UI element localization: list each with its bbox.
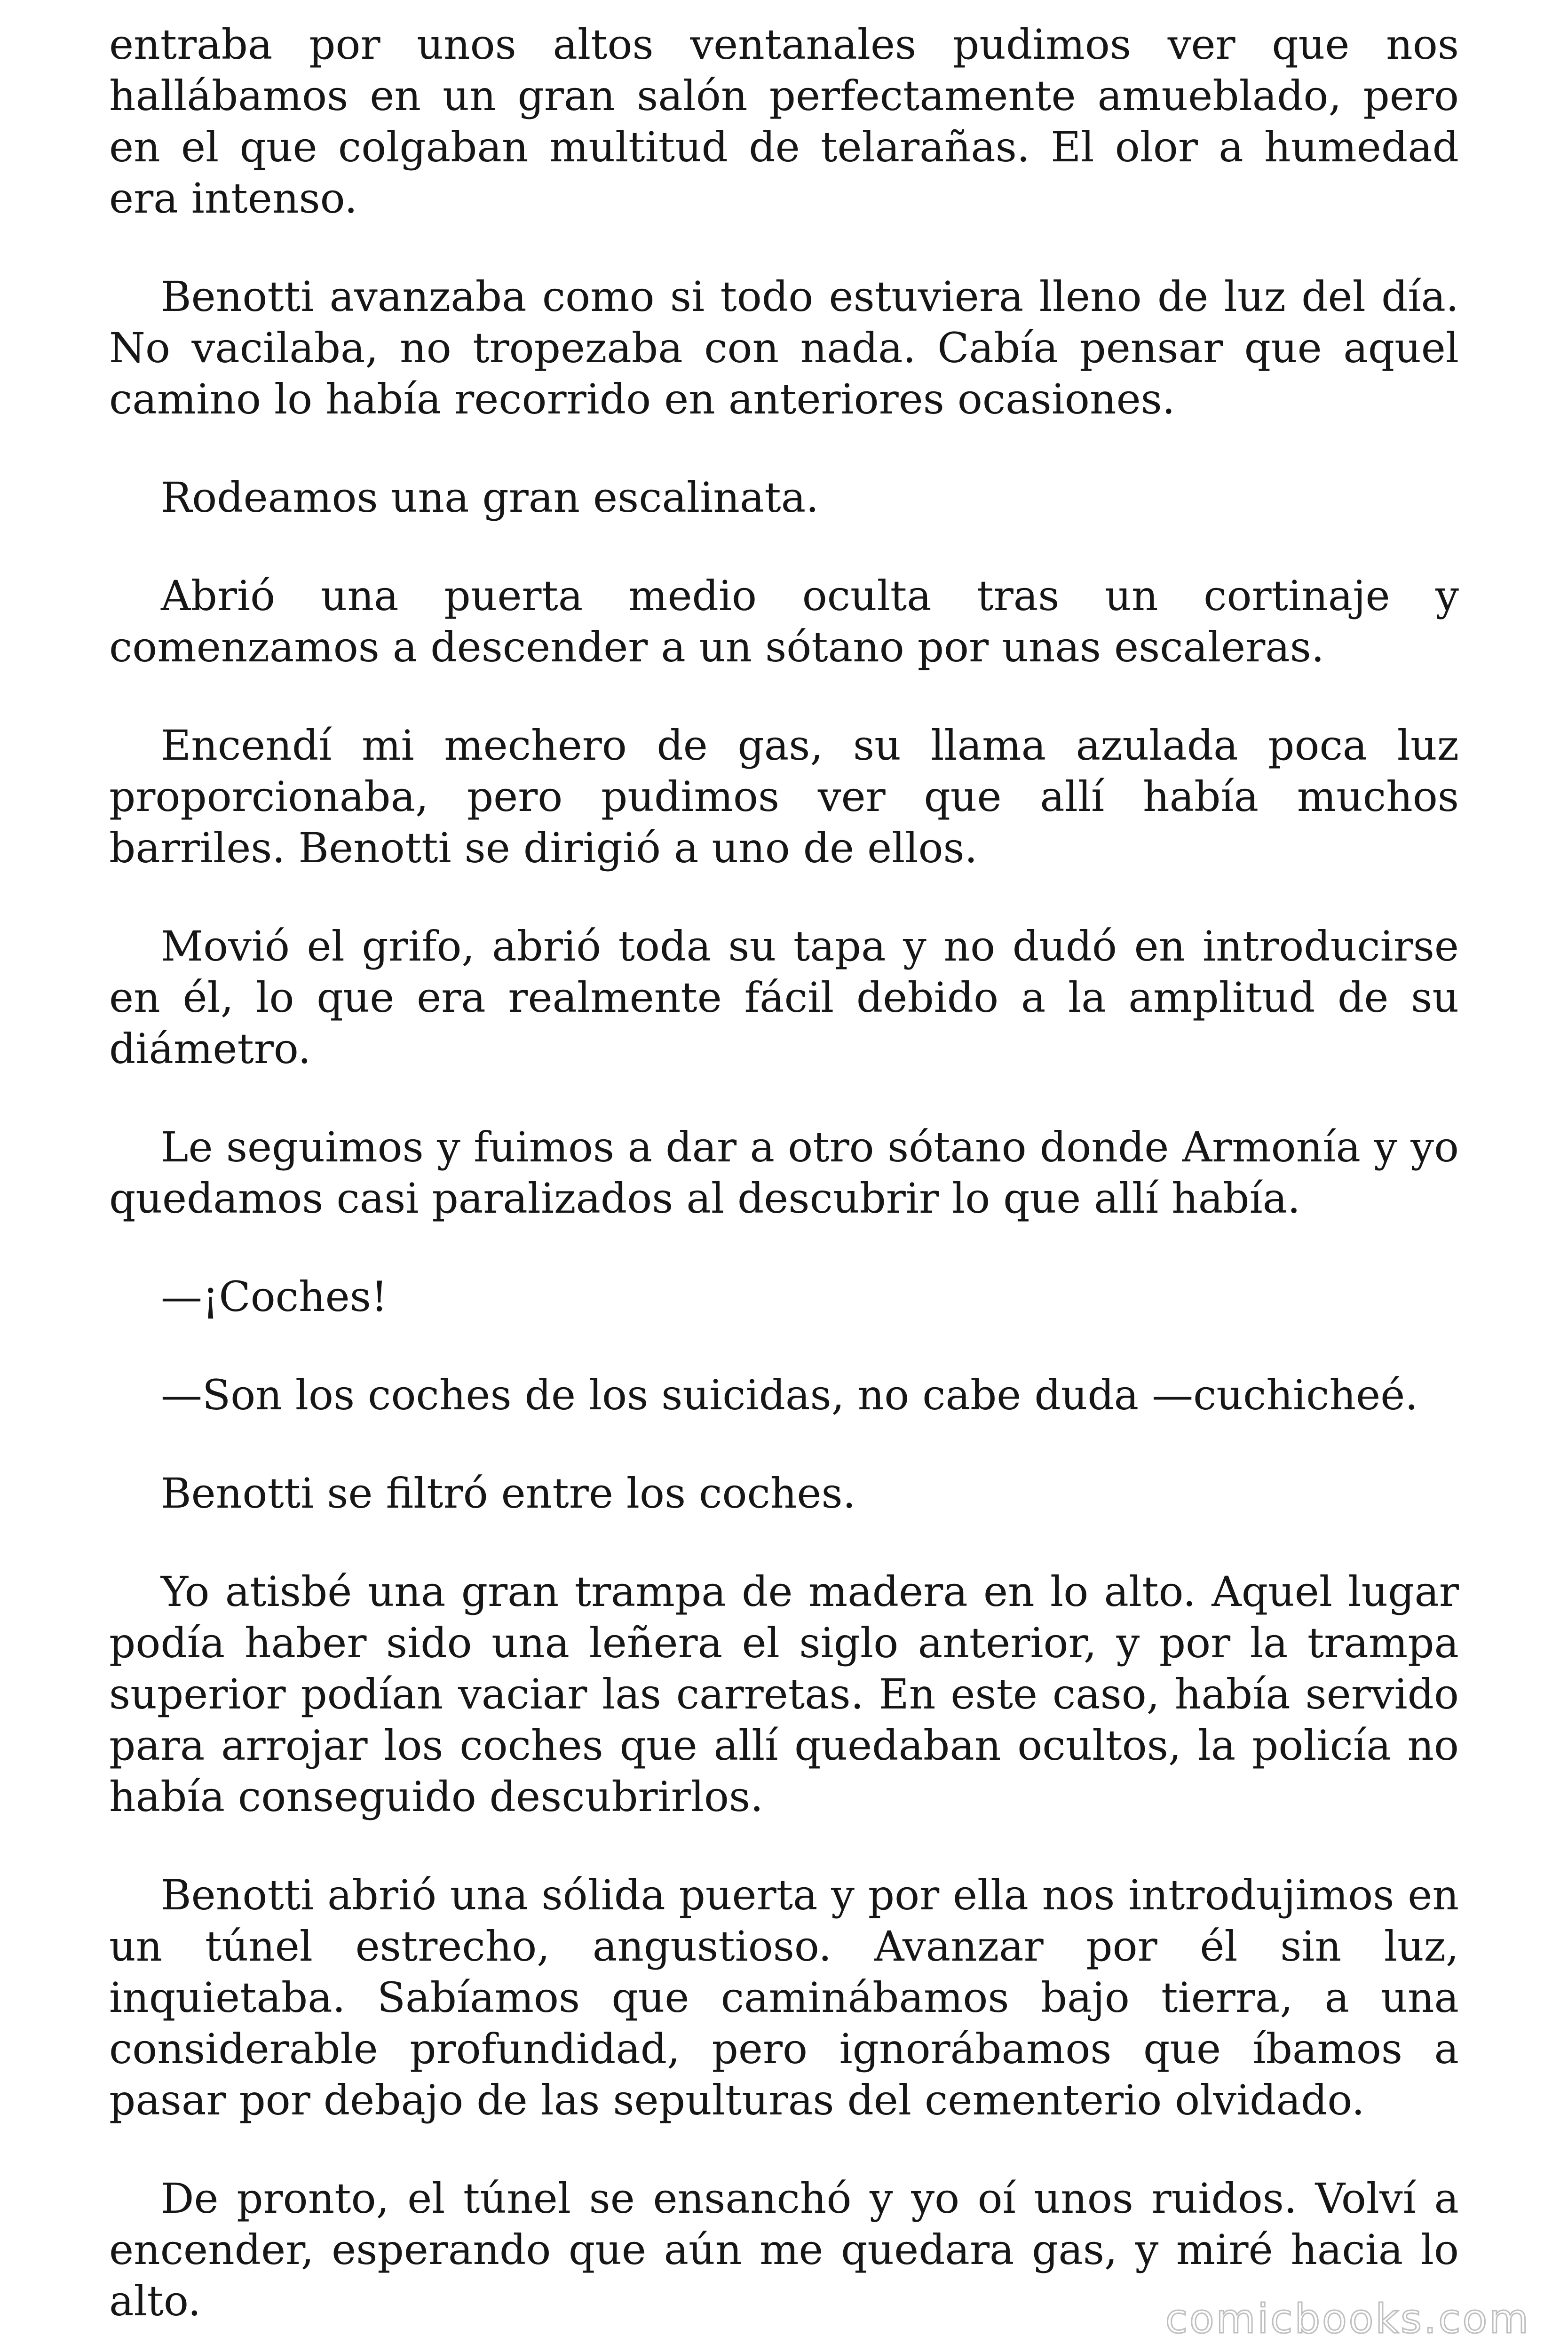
paragraph: Yo atisbé una gran trampa de madera en lo alto. Aquel lugar podía haber sido una leñera el siglo anterior, y por la trampa superior podían vaciar las carretas. En este caso, había servido para arrojar los coches que allí quedaban ocultos, la policía no había conseguido descubrirlos. [109,1567,1459,1821]
paragraph-continued: entraba por unos altos ventanales pudimos ver que nos hallábamos en un gran salón perfectamente amueblado, pero en el que colgaban multitud de telarañas. El olor a humedad era intenso. [109,20,1459,222]
paragraph: De pronto, el túnel se ensanchó y yo oí unos ruidos. Volví a encender, esperando que aún me quedara gas, y miré hacia lo alto. [109,2174,1459,2325]
dialogue-line: —Son los coches de los suicidas, no cabe duda —cuchicheé. [161,1371,1418,1419]
paragraph: Rodeamos una gran escalinata. [161,473,819,522]
paragraph: Encendí mi mechero de gas, su llama azulada poca luz proporcionaba, pero pudimos ver que allí había muchos barriles. Benotti se dirigió a uno de ellos. [109,721,1459,872]
watermark: comicbooks.com [1165,2296,1530,2343]
book-page-text [109,19,1459,2352]
paragraph: Benotti se filtró entre los coches. [161,1469,856,1518]
paragraph: Benotti abrió una sólida puerta y por ella nos introdujimos en un túnel estrecho, angustioso. Avanzar por él sin luz, inquietaba. Sabíamos que caminábamos bajo tierra, a una considerable profundidad, pero ignorábamos que íbamos a pasar por debajo de las sepulturas del cementerio olvidado. [109,1871,1459,2124]
paragraph: Abrió una puerta medio oculta tras un cortinaje y comenzamos a descender a un sótano por unas escaleras. [109,572,1459,671]
dialogue-line: —¡Coches! [161,1272,388,1321]
paragraph: Le seguimos y fuimos a dar a otro sótano donde Armonía y yo quedamos casi paralizados al descubrir lo que allí había. [109,1123,1459,1223]
paragraph: Movió el grifo, abrió toda su tapa y no dudó en introducirse en él, lo que era realmente fácil debido a la amplitud de su diámetro. [109,922,1459,1073]
paragraph: Benotti avanzaba como si todo estuviera lleno de luz del día. No vacilaba, no tropezaba con nada. Cabía pensar que aquel camino lo había recorrido en anteriores ocasiones. [109,272,1459,423]
